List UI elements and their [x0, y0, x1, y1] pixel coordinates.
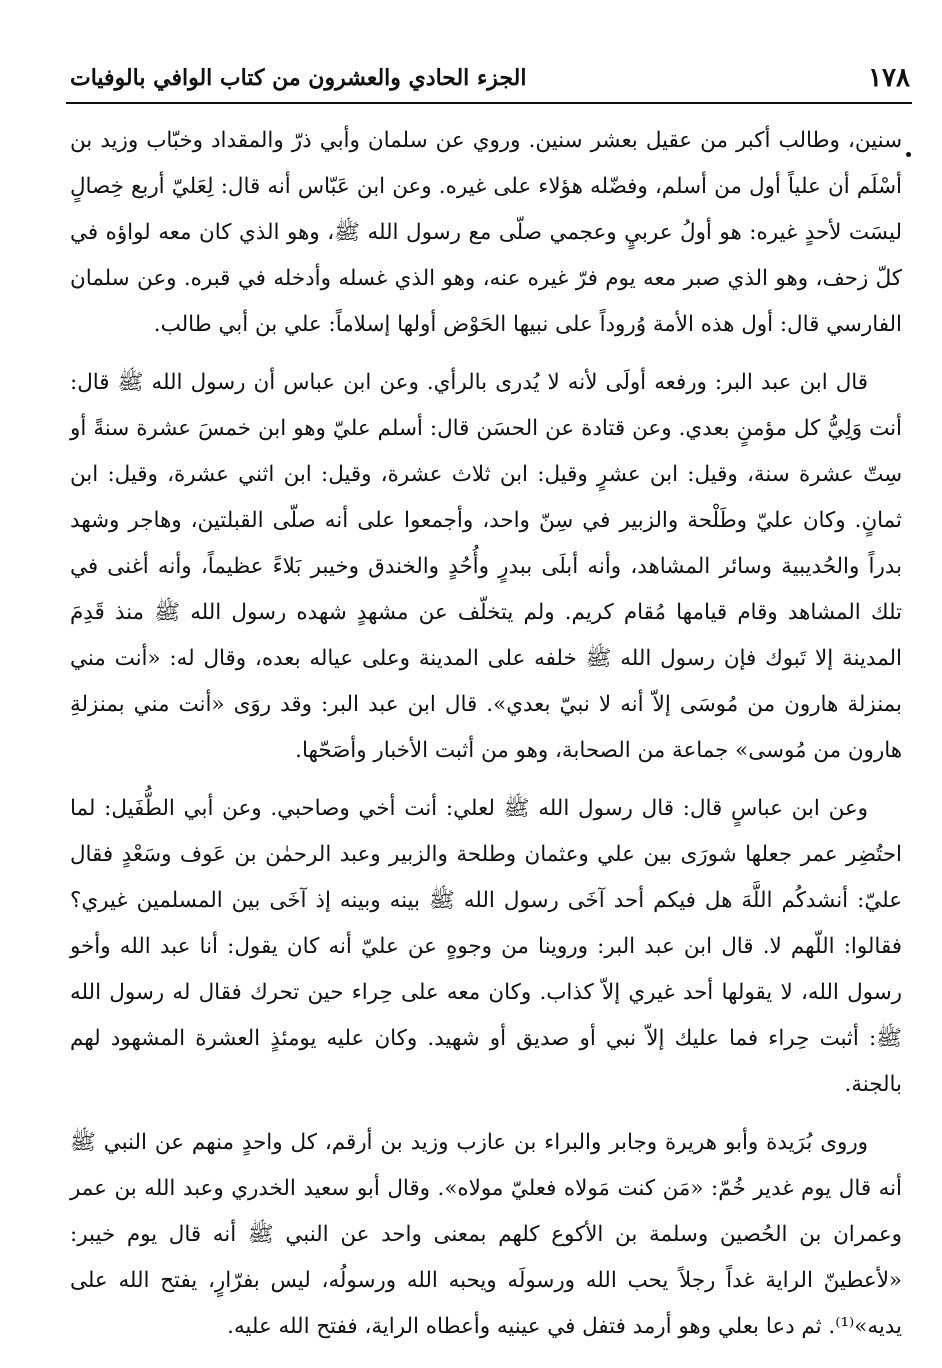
running-title: الجزء الحادي والعشرون من كتاب الوافي بالوفيات	[70, 65, 527, 91]
paragraph-4: وروى بُرَيدة وأبو هريرة وجابر والبراء بن عازب وزيد بن أرقم، كل واحدٍ منهم عن النبي ﷺ أنه قال يوم غدير خُمّ: «مَن كنت مَولاه فعليّ مولاه». وقال أبو سعيد الخدري وعبد الله بن عمر وعمران بن الحُصين وسلمة بن الأكوع كلهم بمعنى واحد عن النبي ﷺ أنه قال يوم خيبر: «لأعطينّ الراية غداً رجلاً يحب الله ورسولَه ويحبه الله ورسولُه، ليس بفرّارٍ، يفتح الله على يديه»⁽¹⁾. ثم دعا بعلي وهو أرمد فتفل في عينيه وأعطاه الراية، ففتح الله عليه.	[70, 1130, 902, 1339]
paragraph-1: سنين، وطالب أكبر من عقيل بعشر سنين. وروي عن سلمان وأبي ذرّ والمقداد وخبّاب وزيد بن أسْلَم أن علياً أول من أسلم، وفضّله هؤلاء على غيره. وعن ابن عَبّاس أنه قال: لِعَليّ أربع خِصالٍ ليسَت لأحدٍ غيره: هو أولُ عربيٍ وعجمي صلّى مع رسول الله ﷺ، وهو الذي كان معه لواؤه في كلّ زحف، وهو الذي صبر معه يوم فرّ غيره عنه، وهو الذي غسله وأدخله في قبره. وعن سلمان الفارسي قال: أول هذه الأمة وُروداً على نبيها الحَوْض أولها إسلاماً: علي بن أبي طالب.	[70, 128, 902, 337]
margin-dot	[906, 152, 911, 157]
body-text	[70, 118, 902, 1362]
paragraph-3: وعن ابن عباسٍ قال: قال رسول الله ﷺ لعلي: أنت أخي وصاحبي. وعن أبي الطُّفَيل: لما احتُضِر عمر جعلها شورَى بين علي وعثمان وطلحة والزبير وعبد الرحمٰن بن عَوف وسَعْدٍ فقال عليّ: أنشدكُم اللَّهَ هل فيكم أحد آخَى رسول الله ﷺ بينه وبينه إذ آخَى بين المسلمين غيري؟ فقالوا: اللّهم لا. قال ابن عبد البر: وروينا من وجوهٍ عن عليّ أنه كان يقول: أنا عبد الله وأخو رسول الله، لا يقولها أحد غيري إلاّ كذاب. وكان معه على حِراء حين تحرك فقال له رسول الله ﷺ: أثبت حِراء فما عليك إلاّ نبي أو صديق أو شهيد. وكان عليه يومئذٍ العشرة المشهود لهم بالجنة.	[70, 796, 902, 1097]
page-number: ١٧٨	[868, 63, 910, 93]
page-header	[70, 58, 910, 98]
paragraph-2: قال ابن عبد البر: ورفعه أولَى لأنه لا يُدرى بالرأي. وعن ابن عباس أن رسول الله ﷺ قال: أنت وَلِيُّ كل مؤمنٍ بعدي. وعن قتادة عن الحسَن قال: أسلم عليّ وهو ابن خمسَ عشرة سنةً أو سِتّ عشرة سنة، وقيل: ابن عشرٍ وقيل: ابن ثلاث عشرة، وقيل: ابن اثني عشرة، وقيل: ابن ثمانٍ. وكان عليّ وطَلْحة والزبير في سِنّ واحد، وأجمعوا على أنه صلّى القبلتين، وهاجر وشهد بدراً والحُديبية وسائر المشاهد، وأنه أبلَى ببدرٍ وأُحُدٍ والخندق وخيبر بَلاءً عظيماً، وأنه أغنى في تلك المشاهد وقام قيامها مُقام كريم. ولم يتخلّف عن مشهدٍ شهده رسول الله ﷺ منذ قَدِمَ المدينة إلا تَبوك فإن رسول الله ﷺ خلفه على المدينة وعلى عياله بعده، وقال له: «أنت مني بمنزلة هارون من مُوسَى إلاّ أنه لا نبيّ بعدي». قال ابن عبد البر: وقد روَى «أنت مني بمنزلةِ هارون من مُوسى» جماعة من الصحابة، وهو من أثبت الأخبار وأصَحّها.	[70, 370, 902, 763]
header-rule	[66, 102, 912, 104]
